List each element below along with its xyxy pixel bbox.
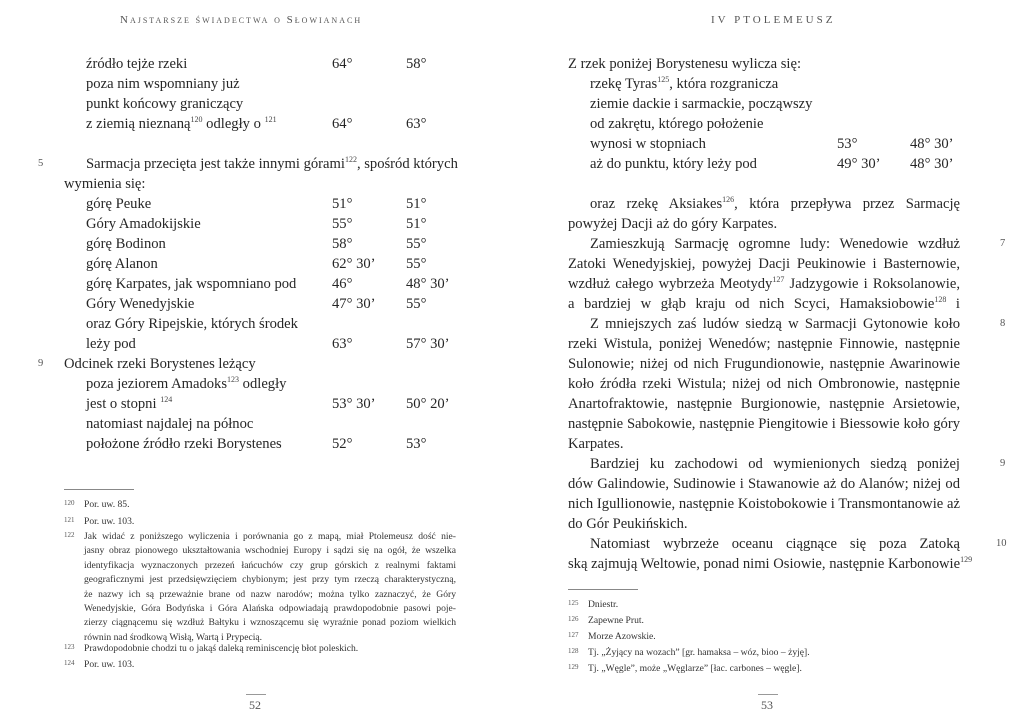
table-row-lon: 47° 30’: [332, 296, 376, 312]
table-row-lon: 64°: [332, 116, 353, 132]
table-row-name: górę Bodinon: [86, 236, 166, 252]
table-row-name: leży pod: [86, 336, 136, 352]
table-row-name: wynosi w stopniach: [590, 136, 706, 152]
table-row-name: górę Karpates, jak wspomniano pod: [86, 276, 297, 292]
table-row-lat: 48° 30’: [910, 136, 954, 152]
table-row-name: punkt końcowy graniczący: [86, 96, 244, 112]
paragraph-line: Z mniejszych zaś ludów siedzą w Sarmacji Gytonowie koło: [590, 316, 960, 332]
running-header-right: IV PTOLEMEUSZ: [711, 14, 836, 26]
paragraph-line: a bardziej w głąb kraju od nich Scyci, Hamaksiobowie$^{128}$ i: [568, 295, 960, 312]
table-row-lon: 51°: [332, 196, 353, 212]
footnote-ref: 128: [934, 295, 947, 304]
paragraph-line: oraz rzekę Aksiakes$^{126}$, która przepływa przez Sarmację: [590, 195, 960, 212]
table-row-lat: 50° 20’: [406, 396, 450, 412]
table-row-lon: 53° 30’: [332, 396, 376, 412]
paragraph-line: wymienia się:: [64, 176, 146, 192]
paragraph-line: Odcinek rzeki Borystenes leżący: [64, 356, 256, 372]
running-header-left: Najstarsze świadectwa o Słowianach: [120, 14, 363, 26]
table-row-lat: 58°: [406, 56, 427, 72]
table-row-lat: 57° 30’: [406, 336, 450, 352]
table-row-lon: 52°: [332, 436, 353, 452]
margin-paragraph-number: 9: [1000, 458, 1006, 469]
table-row-lat: 63°: [406, 116, 427, 132]
paragraph-line: do Gór Peukińskich.: [568, 516, 688, 532]
footnote-ref: 121: [264, 115, 277, 124]
paragraph-line: Zatoki Wenedyjskiej, powyżej Dacji Peukinowie i Basternowie,: [568, 256, 960, 272]
paragraph-line: następnie Sabokowie, następnie Piengitowie i Biessowie koło góry: [568, 416, 960, 432]
table-row-name: górę Alanon: [86, 256, 158, 272]
paragraph-line: Sarmacja przecięta jest także innymi górami$^{122}$, spośród których: [86, 155, 458, 172]
table-row-lon: 64°: [332, 56, 353, 72]
paragraph-line: koło źródła rzeki Wistula; niżej od nich Ombronowie, następnie: [568, 376, 960, 392]
footnote: 122 Jak widać z poniższego wyliczenia i porównania go z mapą, miał Ptolemeusz dość nie- jasny obraz pionowego ukształtowania wschodniej Europy i sądzi się na ogół, że wszelka identyfikacja wyznaczonych przezeń łańcuchów czy grup górskich z realnymi faktami geograficznymi jest przedsięwzięciem chybionym; jest przy tym rzeczą charakterystyczną, że nazwy ich są przeważnie brane od nazw narodów; można tylko zaznaczyć, że Góry Wenedyjskie, Góra Bodyńska i Góra Alańska odpowiadają prawdopodobnie pasowi poje- zierzy ciągnącemu się wzdłuż Bałtyku i wznoszącemu się wyraźnie ponad poziom wielkich równin nad środkową Wisłą, Wartą i Prypecią.: [64, 531, 456, 643]
paragraph-line: Zamieszkują Sarmację ogromne ludy: Wenedowie wzdłuż: [590, 236, 960, 252]
paragraph-line: Karpates.: [568, 436, 624, 452]
table-row-name: z ziemią nieznaną$^{120}$ odległy o $^{121}$: [86, 115, 277, 132]
margin-paragraph-number: 9: [38, 358, 44, 369]
table-row-lon: 63°: [332, 336, 353, 352]
left-page: Najstarsze świadectwa o Słowianach źródło tejże rzeki 64° 58° poza nim wspomniany już punkt końcowy graniczący z ziemią nieznaną$^{120}$ odległy o $^{121}$ 64° 63° 5 Sarmacja przecięta jest także innymi górami$^{122}$, spośród których wymienia się: górę Peuke 51° 51° Góry Amadokijskie 55° 51° górę Bodinon 58° 55° górę Alanon 62° 30’ 55° górę Karpates, jak wspomniano pod 46° 48° 30’ Góry Wenedyjskie 47° 30’ 55° oraz Góry Ripejskie, których środek leży pod 63° 57° 30’ 9 Odcinek rzeki Borystenes leżący poza jeziorem Amadoks$^{123}$ odległy jest o stopni $^{124}$ 53° 30’ 50° 20’ natomiast najdalej na północ położone źródło rzeki Borystenes 52° 53° 120 Por. uw. 85. 121 Por. uw. 103. 122 Jak widać z poniższego wyliczenia i porównania go z mapą, miał Ptolemeusz dość nie- jasny obraz pionowego ukształtowania wschodniej Europy i sądzi się na ogół, że wszelka identyfikacja wyznaczonych przezeń łańcuchów czy grup górskich z realnymi faktami geograficznymi jest przedsięwzięciem chybionym; jest przy tym rzeczą charakterystyczną, że nazwy ich są przeważnie brane od nazw narodów; można tylko zaznaczyć, że Góry Wenedyjskie, Góra Bodyńska i Góra Alańska odpowiadają prawdopodobnie pasowi poje- zierzy ciągnącemu się wzdłuż Bałtyku i wznoszącemu się wyraźnie ponad poziom wielkich równin nad środkową Wisłą, Wartą i Prypecią. 123 Prawdopodobnie chodzi tu o jakąś daleką reminiscencję błot poleskich. 124 Por. uw. 103. 52: [38, 14, 458, 712]
table-row-lon: 46°: [332, 276, 353, 292]
paragraph-line: Bardziej ku zachodowi od wymienionych siedzą poniżej: [590, 456, 960, 472]
margin-paragraph-number: 8: [1000, 318, 1006, 329]
table-row-name: górę Peuke: [86, 196, 152, 212]
table-row-lon: 49° 30’: [837, 156, 881, 172]
table-row-lat: 48° 30’: [910, 156, 954, 172]
table-row-lon: 62° 30’: [332, 256, 376, 272]
paragraph-line: Z rzek poniżej Borystenesu wylicza się:: [568, 56, 802, 72]
paragraph-line: poza jeziorem Amadoks$^{123}$ odległy: [86, 375, 287, 392]
margin-paragraph-number: 5: [38, 158, 44, 169]
table-row-lat: 51°: [406, 216, 427, 232]
paragraph-line: rzeki Wistula, poniżej Wenedów; następnie Finnowie, następnie: [568, 336, 960, 352]
paragraph-line: rzekę Tyras$^{125}$, która rozgranicza: [590, 75, 779, 92]
paragraph-line: ziemie dackie i sarmackie, począwszy: [590, 96, 813, 112]
paragraph-line: powyżej Dacji aż do góry Karpates.: [568, 216, 778, 232]
table-row-lat: 51°: [406, 196, 427, 212]
paragraph-line: dów Galindowie, Sudinowie i Stawanowie aż do Alanów; niżej od: [568, 476, 960, 492]
footnote-ref: 127: [772, 275, 785, 284]
page-number: 52: [249, 698, 261, 712]
folio-rule: [758, 694, 778, 695]
margin-paragraph-number: 10: [996, 538, 1007, 549]
table-row-lat: 48° 30’: [406, 276, 450, 292]
table-row-name: Góry Wenedyjskie: [86, 296, 195, 312]
table-row-lat: 53°: [406, 436, 427, 452]
page-number: 53: [761, 698, 773, 712]
paragraph-line: natomiast najdalej na północ: [86, 416, 254, 432]
footnote-ref: 123: [227, 375, 240, 384]
footnote-ref: 122: [344, 155, 357, 164]
table-row-name: Góry Amadokijskie: [86, 216, 201, 232]
paragraph-line: ską zajmują Weltowie, ponad nimi Osiowie, następnie Karbonowie$^{129}$: [568, 555, 973, 572]
footnote-ref: 124: [160, 395, 173, 404]
footnote-rule: [568, 589, 638, 590]
paragraph-line: wzdłuż całego wybrzeża Meotydy$^{127}$ Jadzygowie i Roksolanowie,: [568, 275, 960, 292]
paragraph-line: nich Igullionowie, następnie Koistobokowie i Transmontanowie aż: [568, 496, 960, 512]
footnote-ref: 126: [722, 195, 735, 204]
table-row-lon: 55°: [332, 216, 353, 232]
footnote-ref: 120: [190, 115, 203, 124]
table-row-name: źródło tejże rzeki: [86, 56, 188, 72]
footnote-ref: 125: [657, 75, 670, 84]
right-page: IV PTOLEMEUSZ Z rzek poniżej Borystenesu wylicza się: rzekę Tyras$^{125}$, która rozgranicza ziemie dackie i sarmackie, począwszy od zakrętu, którego położenie wynosi w stopniach 53° 48° 30’ aż do punktu, który leży pod 49° 30’ 48° 30’ oraz rzekę Aksiakes$^{126}$, która przepływa przez Sarmację powyżej Dacji aż do góry Karpates. 7 Zamieszkują Sarmację ogromne ludy: Wenedowie wzdłuż Zatoki Wenedyjskiej, powyżej Dacji Peukinowie i Basternowie, wzdłuż całego wybrzeża Meotydy$^{127}$ Jadzygowie i Roksolanowie, a bardziej w głąb kraju od nich Scyci, Hamaksiobowie$^{128}$ i 8 Z mniejszych zaś ludów siedzą w Sarmacji Gytonowie koło rzeki Wistula, poniżej Wenedów; następnie Finnowie, następnie Sulonowie; niżej od nich Frugundionowie, następnie Awarinowie koło źródła rzeki Wistula; niżej od nich Ombronowie, następnie Anartofraktowie, następnie Burgionowie, następnie Arsietowie, następnie Sabokowie, następnie Piengitowie i Biessowie koło góry Karpates. 9 Bardziej ku zachodowi od wymienionych siedzą poniżej dów Galindowie, Sudinowie i Stawanowie aż do Alanów; niżej od nich Igullionowie, następnie Koistobokowie i Transmontanowie aż do Gór Peukińskich. 10 Natomiast wybrzeże oceanu ciągnące się poza Zatoką ską zajmują Weltowie, ponad nimi Osiowie, następnie Karbonowie$^{129}$ 125 Dniestr. 126 Zapewne Prut. 127 Morze Azowskie. 128 Tj. „Żyjący na wozach” [gr. hamaksa – wóz, bioo – żyję]. 129 Tj. „Węgle”, może „Węglarze” [łac. carbones – węgle]. 53: [568, 14, 1007, 712]
paragraph-line: Sulonowie; niżej od nich Frugundionowie, następnie Awarinowie: [568, 356, 960, 372]
table-row-name: aż do punktu, który leży pod: [590, 156, 757, 172]
table-row-name: poza nim wspomniany już: [86, 76, 240, 92]
table-row-name: oraz Góry Ripejskie, których środek: [86, 316, 298, 332]
footnote-ref: 129: [960, 555, 973, 564]
table-row-lat: 55°: [406, 236, 427, 252]
paragraph-line: Natomiast wybrzeże oceanu ciągnące się poza Zatoką: [590, 536, 960, 552]
table-row-name: jest o stopni $^{124}$: [86, 395, 173, 412]
table-row-lon: 53°: [837, 136, 858, 152]
table-row-lat: 55°: [406, 296, 427, 312]
footnote-rule: [64, 489, 134, 490]
folio-rule: [246, 694, 266, 695]
paragraph-line: Anartofraktowie, następnie Burgionowie, następnie Arsietowie,: [568, 396, 960, 412]
table-row-lat: 55°: [406, 256, 427, 272]
table-row-name: położone źródło rzeki Borystenes: [86, 436, 282, 452]
table-row-lon: 58°: [332, 236, 353, 252]
margin-paragraph-number: 7: [1000, 238, 1006, 249]
paragraph-line: od zakrętu, którego położenie: [590, 116, 764, 132]
